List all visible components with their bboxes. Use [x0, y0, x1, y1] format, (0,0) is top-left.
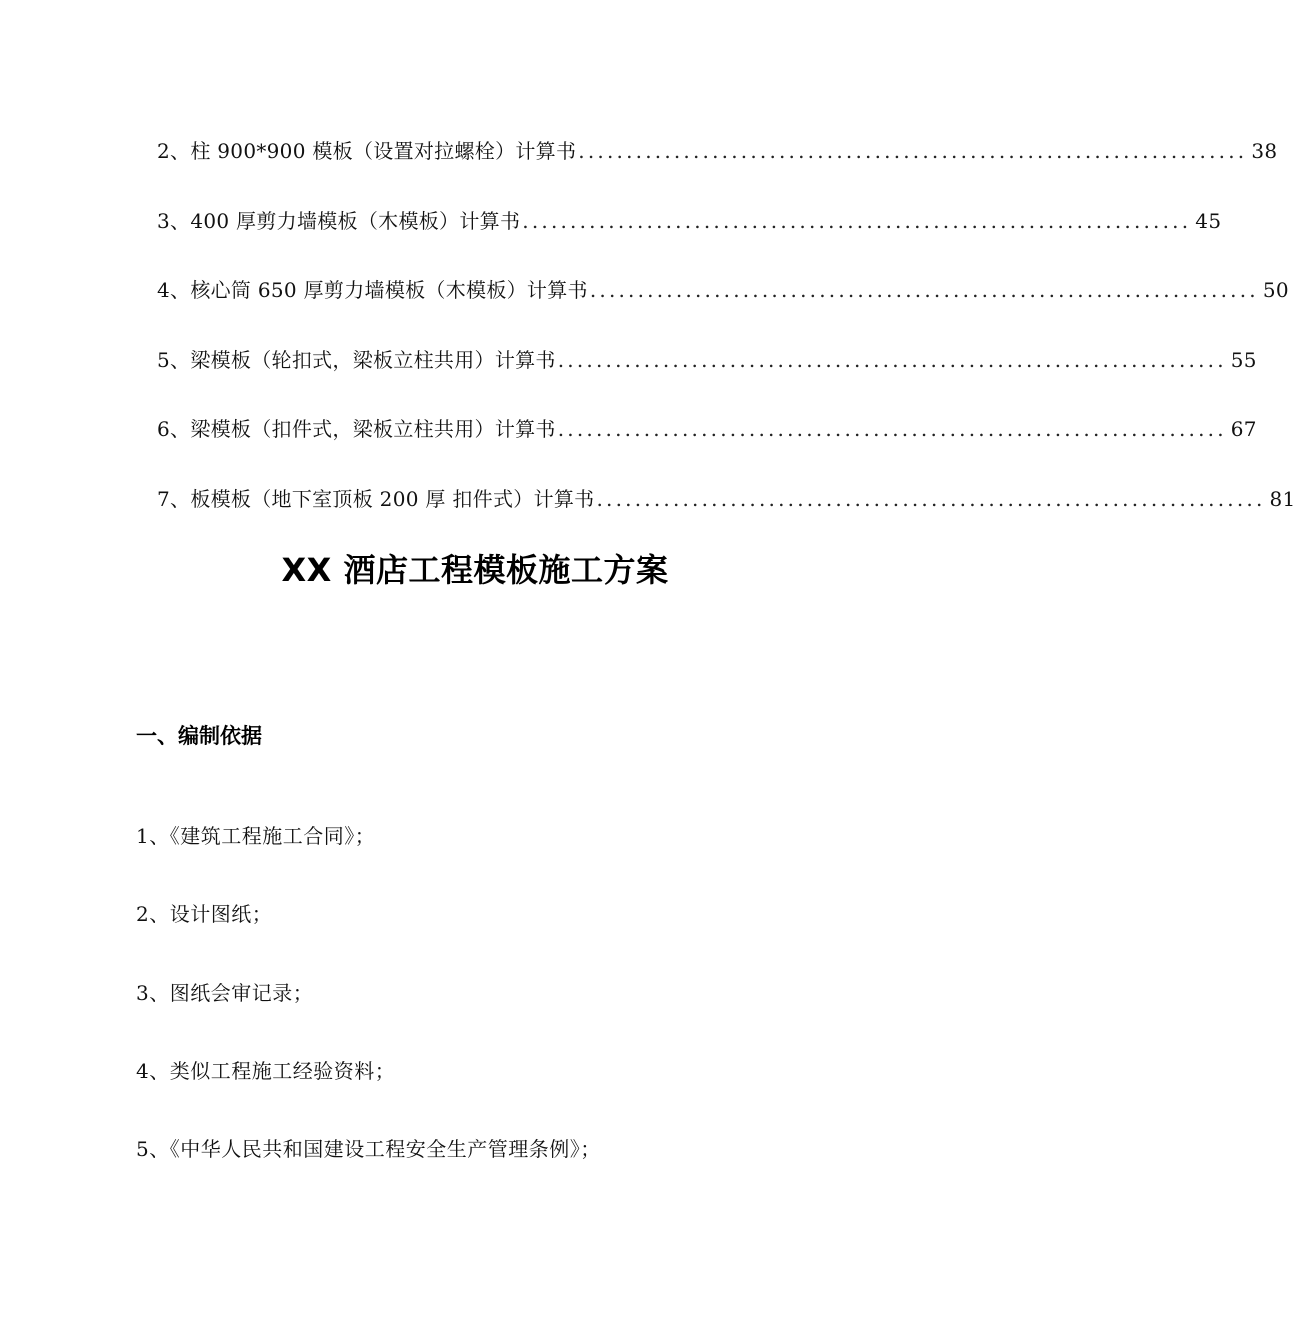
toc-page-number: 50 — [1262, 278, 1289, 303]
toc-dot-leader: ...................................................................... — [578, 139, 1248, 163]
list-item: 2、设计图纸； — [136, 902, 273, 927]
toc-entry-title: 5、梁模板（轮扣式，梁板立柱共用）计算书 — [157, 347, 556, 372]
toc-dot-leader: ...................................................................... — [557, 417, 1227, 442]
toc-entry[interactable] — [157, 414, 1257, 484]
toc-entry[interactable] — [157, 484, 1296, 554]
list-item: 1、《建筑工程施工合同》； — [136, 824, 376, 848]
toc-entry[interactable] — [157, 275, 1289, 345]
toc-entry[interactable] — [157, 345, 1257, 415]
list-item: 3、图纸会审记录； — [136, 980, 314, 1005]
toc-page-number: 38 — [1251, 139, 1278, 163]
section-heading: 一、编制依据 — [136, 724, 262, 748]
toc-entry-title: 6、梁模板（扣件式，梁板立柱共用）计算书 — [157, 417, 556, 442]
toc-entry-title: 3、400 厚剪力墙模板（木模板）计算书 — [157, 208, 521, 233]
toc-page-number: 45 — [1195, 208, 1222, 233]
toc-entry[interactable] — [157, 136, 1278, 206]
toc-dot-leader: ...................................................................... — [589, 278, 1259, 303]
toc-page-number: 55 — [1230, 347, 1257, 372]
list-item: 5、《中华人民共和国建设工程安全生产管理条例》； — [136, 1137, 601, 1162]
basis-list — [136, 820, 896, 1211]
toc-entry-title: 4、核心筒 650 厚剪力墙模板（木模板）计算书 — [157, 278, 588, 303]
toc-page-number: 67 — [1230, 417, 1257, 442]
toc-dot-leader: ...................................................................... — [557, 347, 1227, 372]
toc-dot-leader: ...................................................................... — [596, 486, 1266, 511]
toc-entry-title: 7、板模板（地下室顶板 200 厚 扣件式）计算书 — [157, 486, 595, 511]
toc-entry-title: 2、柱 900*900 模板（设置对拉螺栓）计算书 — [157, 139, 577, 163]
toc-dot-leader: ...................................................................... — [522, 208, 1192, 233]
toc-page-number: 81 — [1269, 486, 1296, 511]
toc-entry[interactable] — [157, 206, 1222, 276]
list-item: 4、类似工程施工经验资料； — [136, 1058, 396, 1083]
table-of-contents — [157, 136, 1296, 554]
document-title: XX 酒店工程模板施工方案 — [281, 551, 669, 589]
